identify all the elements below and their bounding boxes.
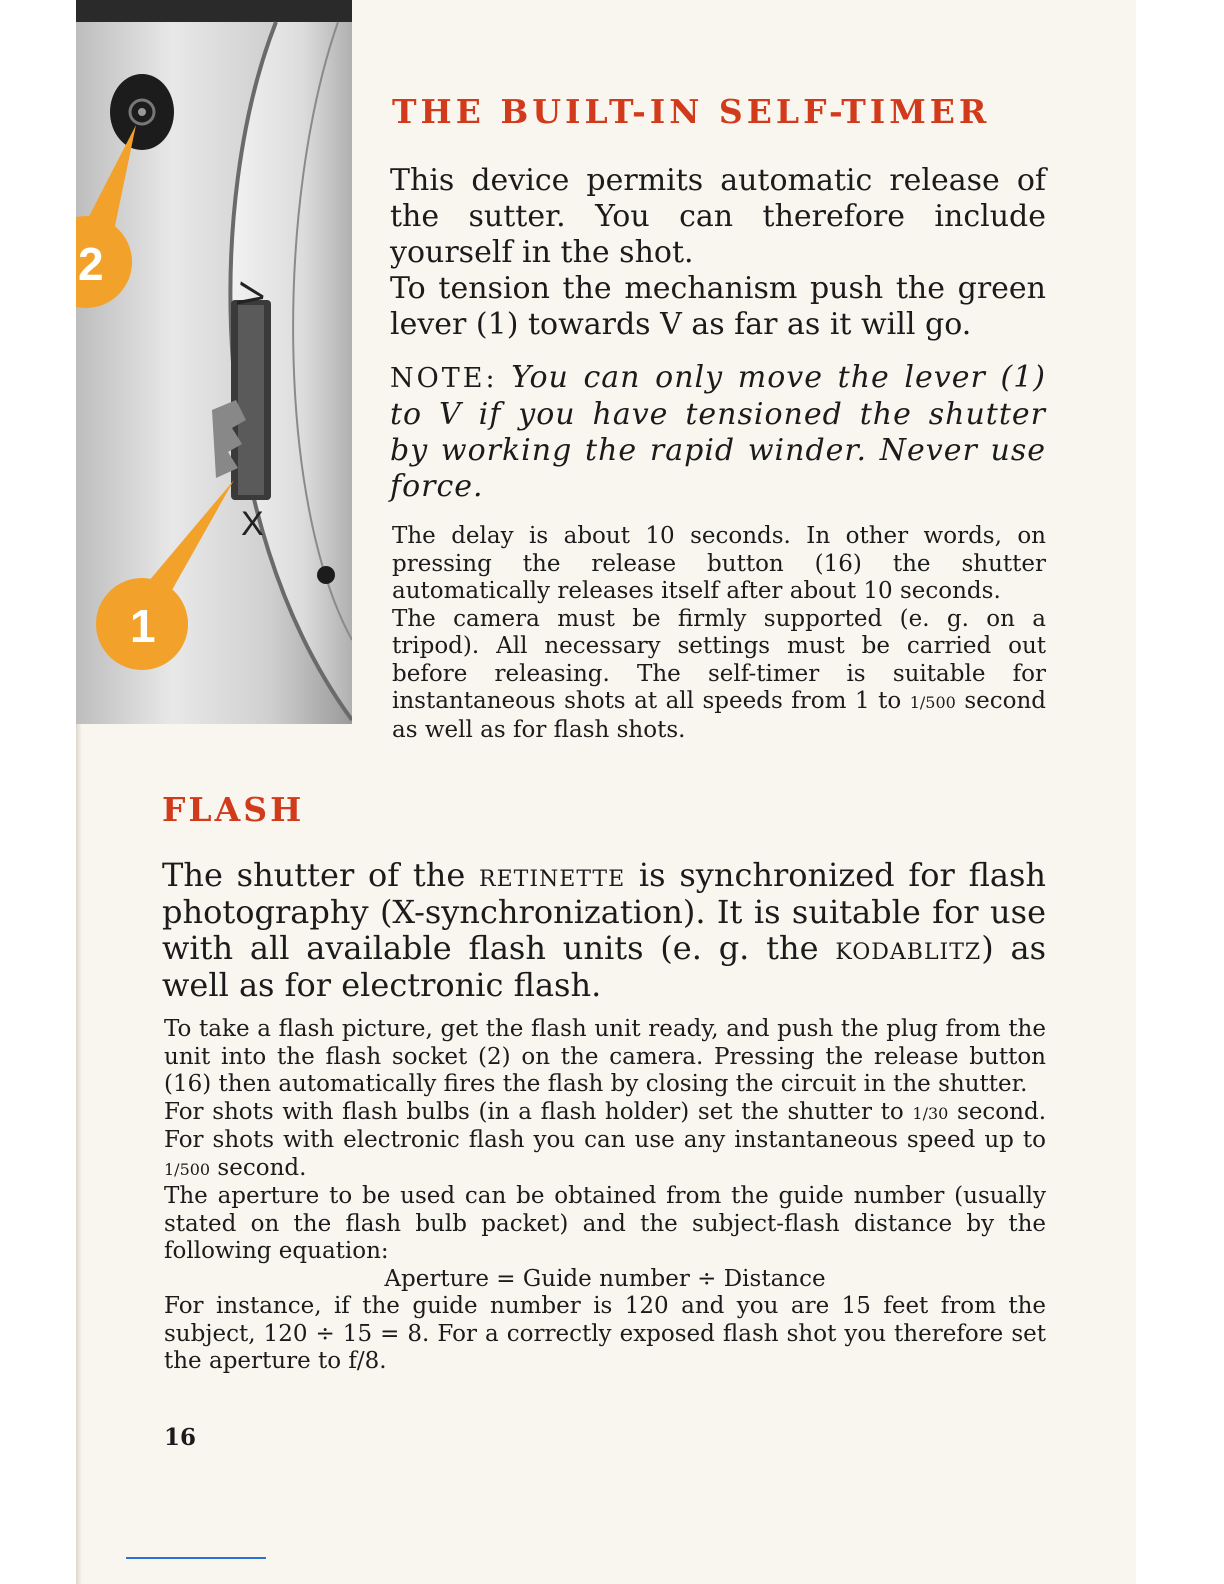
- callout-1-number: 1: [130, 600, 156, 652]
- self-timer-delay-text: [392, 523, 1046, 744]
- flash-body-text: [164, 1016, 1046, 1376]
- self-timer-note: [390, 360, 1046, 505]
- brand-retinette: retinette: [479, 856, 626, 894]
- aperture-equation: Aperture = Guide number ÷ Distance: [384, 1265, 826, 1292]
- fraction-1-500: 1/500: [909, 693, 956, 712]
- flash-paragraph-3: The aperture to be used can be obtained from the guide number (usually stated on the flash bulb packet) and the subject-flash distance by the following equation:: [164, 1183, 1046, 1264]
- fraction-1-500: 1/500: [164, 1159, 211, 1179]
- lever-x-mark: X: [241, 505, 264, 543]
- callout-2-number: 2: [78, 238, 104, 290]
- self-timer-heading: THE BUILT-IN SELF-TIMER: [392, 92, 991, 131]
- intro-paragraph-2: To tension the mechanism push the green lever (1) towards V as far as it will go.: [390, 271, 1046, 342]
- flash-socket-icon: [110, 74, 174, 150]
- lever-v-mark: V: [228, 279, 274, 311]
- fraction-1-30: 1/30: [912, 1103, 949, 1123]
- flash-heading: FLASH: [162, 790, 305, 829]
- brand-kodablitz: kodablitz: [835, 929, 982, 967]
- page-number: 16: [164, 1424, 197, 1451]
- note-text: You can only move the lever (1) to V if you have tensioned the shutter by working the rapid winder. Never use force.: [390, 360, 1046, 504]
- flash-intro: The shutter of the retinette is synchronized for flash photography (X-synchronization). It is suitable for use with all available flash units (e. g. the kodablitz) as well as for electronic flash.: [162, 856, 1047, 1004]
- note-label: NOTE:: [390, 363, 498, 394]
- camera-photo: [76, 0, 352, 724]
- intro-paragraph-1: This device permits automatic release of the sutter. You can therefore include yourself in the shot.: [390, 163, 1046, 270]
- flash-paragraph-4: For instance, if the guide number is 120 and you are 15 feet from the subject, 120 ÷ 15 = 8. For a correctly exposed flash shot you therefore set the aperture to f/8.: [164, 1293, 1046, 1374]
- delay-paragraph-2: The camera must be firmly supported (e. g. on a tripod). All necessary settings must be carried out before releasing. The self-timer is suitable for instantaneous shots at all speeds from 1 to 1/500 second as well as for flash shots.: [392, 605, 1047, 743]
- scan-artifact-line: [126, 1557, 266, 1559]
- flash-paragraph-2: For shots with flash bulbs (in a flash holder) set the shutter to 1/30 second. For shots with electronic flash you can use any instantaneous speed up to 1/500 second.: [164, 1098, 1047, 1181]
- delay-paragraph-1: The delay is about 10 seconds. In other words, on pressing the release button (16) the shutter automatically releases itself after about 10 seconds.: [392, 523, 1046, 604]
- flash-paragraph-1: To take a flash picture, get the flash unit ready, and push the plug from the unit into the flash socket (2) on the camera. Pressing the release button (16) then automatically fires the flash by closing the circuit in the shutter.: [164, 1016, 1046, 1097]
- self-timer-intro: [390, 163, 1046, 343]
